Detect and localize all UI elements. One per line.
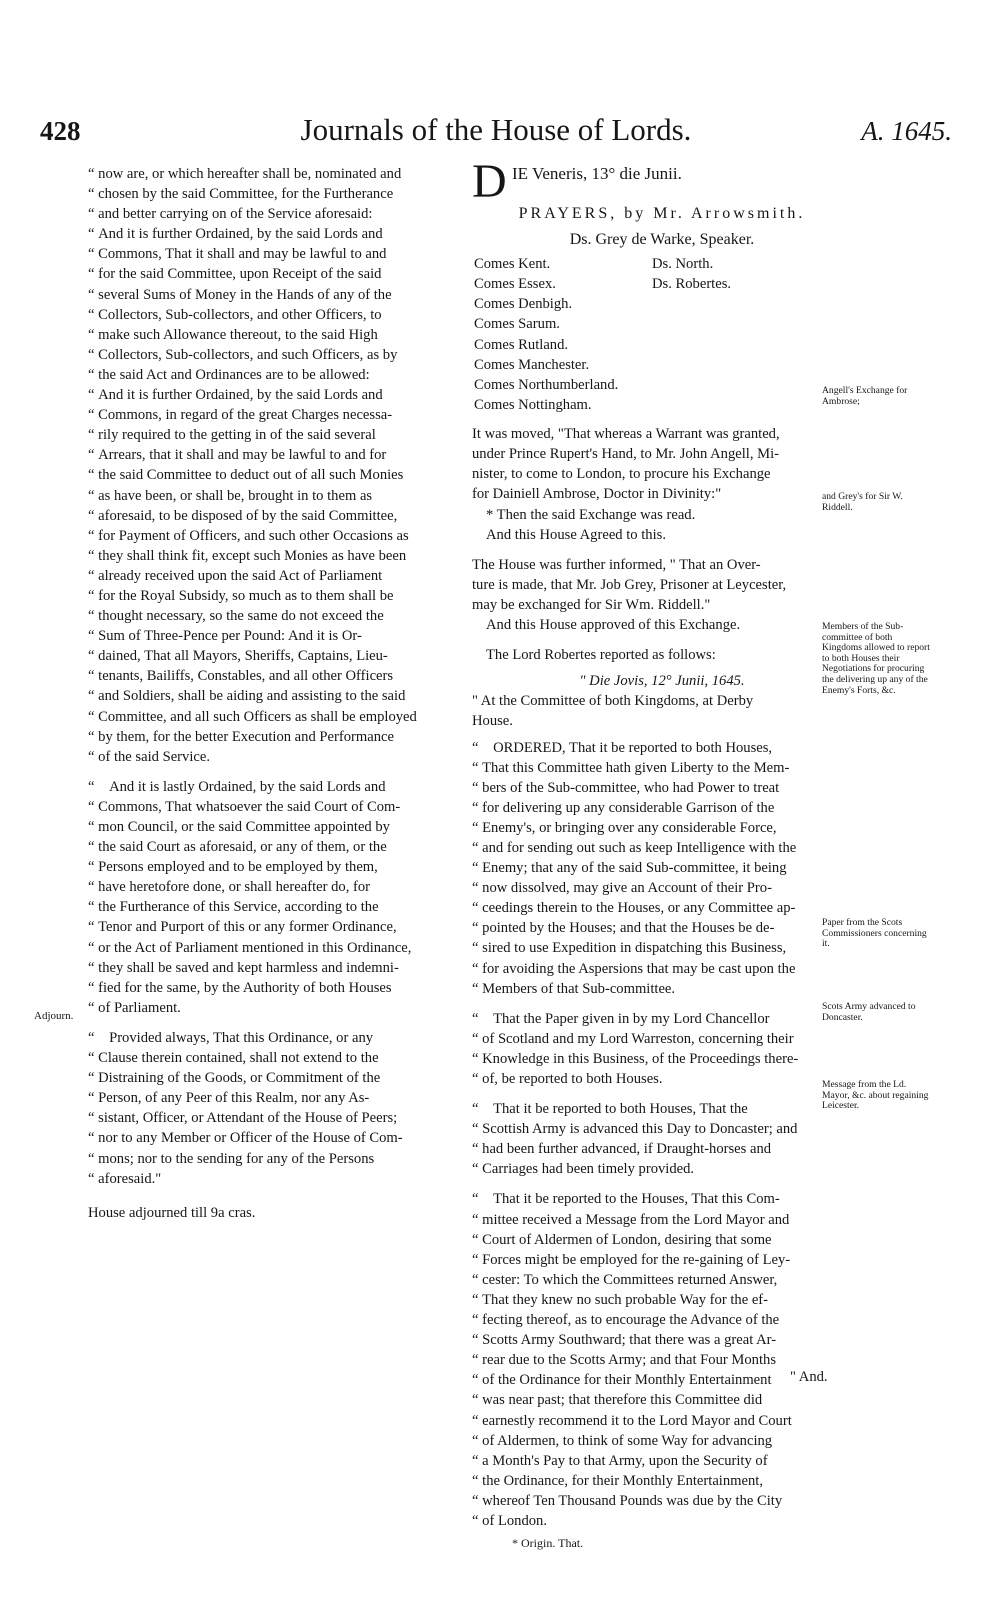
prayers-line: PRAYERS, by Mr. Arrowsmith. (518, 205, 806, 222)
text-line: “ the Ordinance, for their Monthly Entertainment, (472, 1471, 852, 1491)
text-line: “ Person, of any Peer of this Realm, nor any As- (88, 1088, 464, 1108)
attendance-list (472, 254, 852, 424)
text-line: “ aforesaid, to be disposed of by the said Committee, (88, 506, 464, 526)
text-line: “ pointed by the Houses; and that the Houses be de- (472, 918, 852, 938)
text-line: “ dained, That all Mayors, Sheriffs, Captains, Lieu- (88, 646, 464, 666)
text-line: “ already received upon the said Act of Parliament (88, 566, 464, 586)
text-line: “ several Sums of Money in the Hands of any of the (88, 285, 464, 305)
text-line: “ Enemy; that any of the said Sub-committee, it being (472, 858, 852, 878)
text-line: “ That this Committee hath given Liberty to the Mem- (472, 758, 852, 778)
text-line: “ Provided always, That this Ordinance, or any (88, 1028, 464, 1048)
text-line: “ Forces might be employed for the re-gaining of Ley- (472, 1250, 852, 1270)
paper-report (472, 1009, 852, 1089)
text-line: “ and better carrying on of the Service aforesaid: (88, 204, 464, 224)
text-line: “ And it is lastly Ordained, by the said Lords and (88, 777, 464, 797)
dateline-block (472, 155, 852, 208)
text-line: Comes Kent. (474, 256, 551, 273)
margin-note-members: Members of the Sub-committee of both Kingdoms allowed to report to both Houses their Negotiations for procuring the delivering up any of the Enemy's Forts, &c. (822, 621, 930, 696)
ordinance-continuation-paragraph (88, 164, 464, 767)
exchange-approved: And this House approved of this Exchange. (486, 617, 741, 634)
text-line: “ rear due to the Scotts Army; and that Four Months (472, 1350, 852, 1370)
text-line: “ Scottish Army is advanced this Day to Doncaster; and (472, 1119, 852, 1139)
text-line: “ thought necessary, so the same do not exceed the (88, 606, 464, 626)
text-line: “ they shall think fit, except such Monies as have been (88, 546, 464, 566)
text-line: “ and for sending out such as keep Intelligence with the (472, 838, 852, 858)
text-line: “ Members of that Sub-committee. (472, 979, 852, 999)
ordinance-proviso-paragraph (88, 1028, 464, 1189)
text-line: “ And it is further Ordained, by the said Lords and (88, 385, 464, 405)
text-line: “ tenants, Bailiffs, Constables, and all other Officers (88, 666, 464, 686)
text-line: “ have heretofore done, or shall hereafter do, for (88, 877, 464, 897)
text-line: " At the Committee of both Kingdoms, at Derby (472, 693, 754, 710)
text-line: “ of Scotland and my Lord Warreston, concerning their (472, 1029, 852, 1049)
text-line: “ of Parliament. (88, 998, 464, 1018)
text-line: “ for avoiding the Aspersions that may be cast upon the (472, 959, 852, 979)
text-line: “ That it be reported to the Houses, That this Com- (472, 1189, 852, 1209)
text-line: “ Persons employed and to be employed by them, (88, 857, 464, 877)
text-line: “ for the said Committee, upon Receipt of the said (88, 264, 464, 284)
text-line: “ Collectors, Sub-collectors, and other Officers, to (88, 305, 464, 325)
text-line: “ earnestly recommend it to the Lord Mayor and Court (472, 1411, 852, 1431)
sub-committee-order (472, 738, 852, 999)
text-line: “ of London. (472, 1511, 852, 1531)
text-line: ture is made, that Mr. Job Grey, Prisoner at Leycester, (472, 576, 787, 593)
text-line: Comes Nottingham. (474, 396, 592, 413)
margin-note-angell: Angell's Exchange for Ambrose; (822, 385, 908, 407)
text-line: “ of the Ordinance for their Monthly Entertainment (472, 1370, 852, 1390)
grey-exchange-overture (472, 555, 852, 615)
margin-note-paper: Paper from the Scots Commissioners concerning it. (822, 917, 927, 950)
page-year: A. 1645. (861, 116, 952, 146)
text-line: “ Court of Aldermen of London, desiring that some (472, 1230, 852, 1250)
text-line: “ rily required to the getting in of the said several (88, 425, 464, 445)
text-line: “ cester: To which the Committees returned Answer, (472, 1270, 852, 1290)
text-line: Comes Sarum. (474, 316, 560, 333)
text-line: “ of the said Service. (88, 747, 464, 767)
text-line: “ Scotts Army Southward; that there was a great Ar- (472, 1330, 852, 1350)
text-line: “ as have been, or shall be, brought in to them as (88, 486, 464, 506)
text-line: may be exchanged for Sir Wm. Riddell." (472, 596, 711, 613)
text-line: “ was near past; that therefore this Committee did (472, 1390, 852, 1410)
text-line: “ Tenor and Purport of this or any former Ordinance, (88, 917, 464, 937)
footnote: * Origin. That. (512, 1536, 584, 1551)
text-line: “ Sum of Three-Pence per Pound: And it is Or- (88, 626, 464, 646)
margin-note-message: Message from the Ld. Mayor, &c. about regaining Leicester. (822, 1079, 929, 1112)
text-line: “ fied for the same, by the Authority of both Houses (88, 978, 464, 998)
text-line: “ now dissolved, may give an Account of their Pro- (472, 878, 852, 898)
lord-mayor-message-report (472, 1189, 852, 1531)
text-line: “ Arrears, that it shall and may be lawful to and for (88, 445, 464, 465)
text-line: “ for the Royal Subsidy, so much as to them shall be (88, 586, 464, 606)
text-line: House. (472, 713, 513, 730)
text-line: “ and Soldiers, shall be aiding and assisting to the said (88, 686, 464, 706)
text-line: “ Knowledge in this Business, of the Proceedings there- (472, 1049, 852, 1069)
ordinance-indemnity-paragraph (88, 777, 464, 1018)
text-line: “ bers of the Sub-committee, who had Power to treat (472, 778, 852, 798)
scots-army-report (472, 1099, 852, 1179)
text-line: “ mon Council, or the said Committee appointed by (88, 817, 464, 837)
catchword: " And. (790, 1369, 828, 1385)
text-line: “ had been further advanced, if Draught-horses and (472, 1139, 852, 1159)
text-line: Ds. North. (652, 256, 714, 273)
text-line: “ ceedings therein to the Houses, or any Committee ap- (472, 898, 852, 918)
text-line: Comes Rutland. (474, 336, 569, 353)
adjournment-line: House adjourned till 9a cras. (88, 1204, 256, 1221)
text-line: “ Enemy's, or bringing over any considerable Force, (472, 818, 852, 838)
text-line: “ Carriages had been timely provided. (472, 1159, 852, 1179)
text-line: “ And it is further Ordained, by the said Lords and (88, 224, 464, 244)
text-line: “ for delivering up any considerable Garrison of the (472, 798, 852, 818)
text-line: “ the said Court as aforesaid, or any of them, or the (88, 837, 464, 857)
margin-note-grey: and Grey's for Sir W. Riddell. (822, 491, 903, 513)
page-title: Journals of the House of Lords. (300, 112, 692, 147)
angell-exchange-motion (472, 424, 852, 504)
text-line: “ for Payment of Officers, and such other Occasions as (88, 526, 464, 546)
right-column (472, 155, 852, 1553)
text-line: “ now are, or which hereafter shall be, nominated and (88, 164, 464, 184)
exchange-read-note: * Then the said Exchange was read. (486, 506, 696, 523)
text-line: “ Distraining of the Goods, or Commitment of the (88, 1068, 464, 1088)
text-line: “ chosen by the said Committee, for the Furtherance (88, 184, 464, 204)
text-line: “ Clause therein contained, shall not extend to the (88, 1048, 464, 1068)
exchange-agreed: And this House Agreed to this. (486, 526, 666, 543)
text-line: “ a Month's Pay to that Army, upon the Security of (472, 1451, 852, 1471)
text-line: “ That they knew no such probable Way for the ef- (472, 1290, 852, 1310)
text-line: Ds. Robertes. (652, 276, 732, 293)
margin-note-scots: Scots Army advanced to Doncaster. (822, 1001, 916, 1023)
page-number: 428 (40, 116, 81, 146)
dateline: IE Veneris, 13° die Junii. (512, 164, 682, 183)
text-line: “ they shall be saved and kept harmless and indemni- (88, 958, 464, 978)
text-line: “ Commons, That whatsoever the said Court of Com- (88, 797, 464, 817)
text-line: “ the Furtherance of this Service, according to the (88, 897, 464, 917)
text-line: “ sistant, Officer, or Attendant of the House of Peers; (88, 1108, 464, 1128)
text-line: “ Commons, in regard of the great Charges necessa- (88, 405, 464, 425)
text-line: “ make such Allowance thereout, to the said High (88, 325, 464, 345)
text-line: “ by them, for the better Execution and Performance (88, 727, 464, 747)
text-line: “ Commons, That it shall and may be lawful to and (88, 244, 464, 264)
text-line: under Prince Rupert's Hand, to Mr. John Angell, Mi- (472, 446, 780, 463)
text-line: “ of, be reported to both Houses. (472, 1069, 852, 1089)
text-line: “ nor to any Member or Officer of the House of Com- (88, 1128, 464, 1148)
text-line: “ Committee, and all such Officers as shall be employed (88, 707, 464, 727)
margin-note-adjourn: Adjourn. (34, 1010, 74, 1022)
report-intro: The Lord Robertes reported as follows: (486, 647, 716, 664)
text-line: nister, to come to London, to procure his Exchange (472, 466, 771, 483)
report-date: " Die Jovis, 12° Junii, 1645. (579, 673, 745, 690)
text-line: “ or the Act of Parliament mentioned in this Ordinance, (88, 938, 464, 958)
text-line: The House was further informed, " That an Over- (472, 556, 761, 573)
report-place (472, 691, 852, 731)
attendance-earls (474, 254, 618, 415)
attendance-barons (652, 254, 731, 294)
text-line: Comes Northumberland. (474, 376, 619, 393)
text-line: “ whereof Ten Thousand Pounds was due by the City (472, 1491, 852, 1511)
text-line: Comes Essex. (474, 276, 556, 293)
text-line: “ the said Committee to deduct out of all such Monies (88, 465, 464, 485)
left-column (88, 164, 464, 1223)
text-line: “ fecting thereof, as to encourage the Advance of the (472, 1310, 852, 1330)
text-line: Comes Manchester. (474, 356, 590, 373)
text-line: “ That the Paper given in by my Lord Chancellor (472, 1009, 852, 1029)
text-line: for Dainiell Ambrose, Doctor in Divinity:" (472, 486, 722, 503)
text-line: “ mons; nor to the sending for any of the Persons (88, 1149, 464, 1169)
text-line: “ ORDERED, That it be reported to both Houses, (472, 738, 852, 758)
text-line: “ of Aldermen, to think of some Way for advancing (472, 1431, 852, 1451)
text-line: Comes Denbigh. (474, 296, 573, 313)
drop-cap: D (472, 155, 507, 208)
text-line: “ Collectors, Sub-collectors, and such Officers, as by (88, 345, 464, 365)
text-line: “ aforesaid." (88, 1169, 464, 1189)
text-line: “ That it be reported to both Houses, That the (472, 1099, 852, 1119)
text-line: “ mittee received a Message from the Lord Mayor and (472, 1210, 852, 1230)
text-line: It was moved, "That whereas a Warrant was granted, (472, 426, 780, 443)
speaker-line: Ds. Grey de Warke, Speaker. (569, 231, 755, 249)
text-line: “ sired to use Expedition in dispatching this Business, (472, 938, 852, 958)
text-line: “ the said Act and Ordinances are to be allowed: (88, 365, 464, 385)
